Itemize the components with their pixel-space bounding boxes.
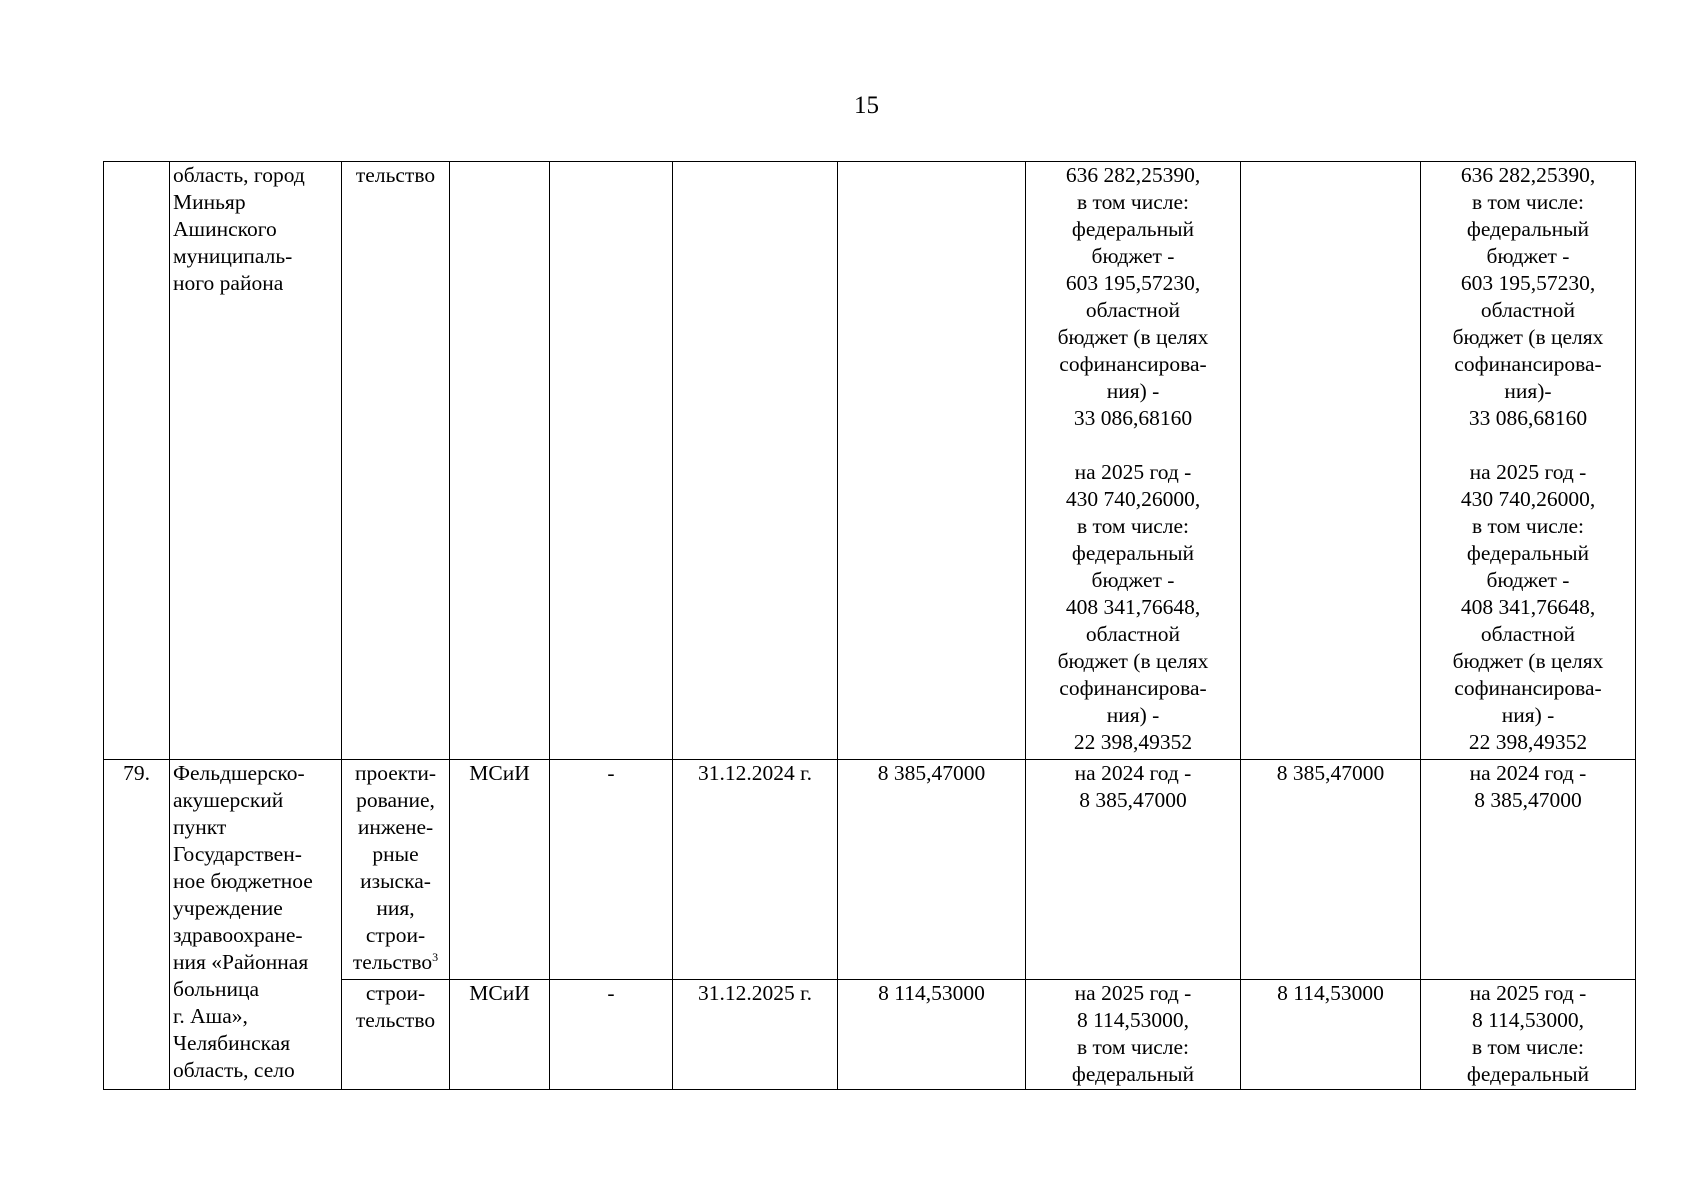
cell-total: 8 114,53000 [1241, 980, 1421, 1090]
page-number: 15 [854, 92, 879, 119]
cell-deadline: 31.12.2024 г. [673, 760, 838, 980]
cell-capacity [550, 162, 673, 760]
cell-work-type: строи- тельство [342, 980, 450, 1090]
cell-cost [838, 162, 1026, 760]
cell-cost: 8 114,53000 [838, 980, 1026, 1090]
cell-num: 79. [104, 760, 170, 1090]
cell-cost: 8 385,47000 [838, 760, 1026, 980]
cell-customer: МСиИ [450, 980, 550, 1090]
cell-num [104, 162, 170, 760]
cell-total [1241, 162, 1421, 760]
cell-total: 8 385,47000 [1241, 760, 1421, 980]
cell-estimate-by-year: на 2025 год - 8 114,53000, в том числе: федеральный [1026, 980, 1241, 1090]
cell-deadline [673, 162, 838, 760]
cell-work-type [342, 760, 450, 980]
cell-estimate-by-year: 636 282,25390, в том числе: федеральный бюджет - 603 195,57230, областной бюджет (в целях софинансирова- ния) - 33 086,68160 на 2025 год - 430 740,26000, в том числе: федеральный бюджет - 408 341,76648, областной бюджет (в целях софинансирова- ния) - 22 398,49352 [1026, 162, 1241, 760]
cell-customer: МСиИ [450, 760, 550, 980]
table-row-continuation [104, 162, 1636, 760]
work-type-text: проекти- рование, инжене- рные изыска- ния, строи- тельство [352, 761, 437, 974]
cell-limit-by-year: 636 282,25390, в том числе: федеральный бюджет - 603 195,57230, областной бюджет (в целях софинансирова- ния)- 33 086,68160 на 2025 год - 430 740,26000, в том числе: федеральный бюджет - 408 341,76648, областной бюджет (в целях софинансирова- ния) - 22 398,49352 [1421, 162, 1636, 760]
table-row-79-design [104, 760, 1636, 980]
cell-capacity: - [550, 760, 673, 980]
cell-customer [450, 162, 550, 760]
budget-table [103, 161, 1636, 1090]
cell-limit-by-year: на 2025 год - 8 114,53000, в том числе: федеральный [1421, 980, 1636, 1090]
cell-object-name: Фельдшерско- акушерский пункт Государствен- ное бюджетное учреждение здравоохране- ния «Районная больница г. Аша», Челябинская область, село [170, 760, 342, 1090]
footnote-marker: 3 [432, 949, 439, 964]
cell-capacity: - [550, 980, 673, 1090]
cell-estimate-by-year: на 2024 год - 8 385,47000 [1026, 760, 1241, 980]
cell-deadline: 31.12.2025 г. [673, 980, 838, 1090]
cell-limit-by-year: на 2024 год - 8 385,47000 [1421, 760, 1636, 980]
cell-object-name: область, город Миньяр Ашинского муниципаль- ного района [170, 162, 342, 760]
cell-work-type: тельство [342, 162, 450, 760]
